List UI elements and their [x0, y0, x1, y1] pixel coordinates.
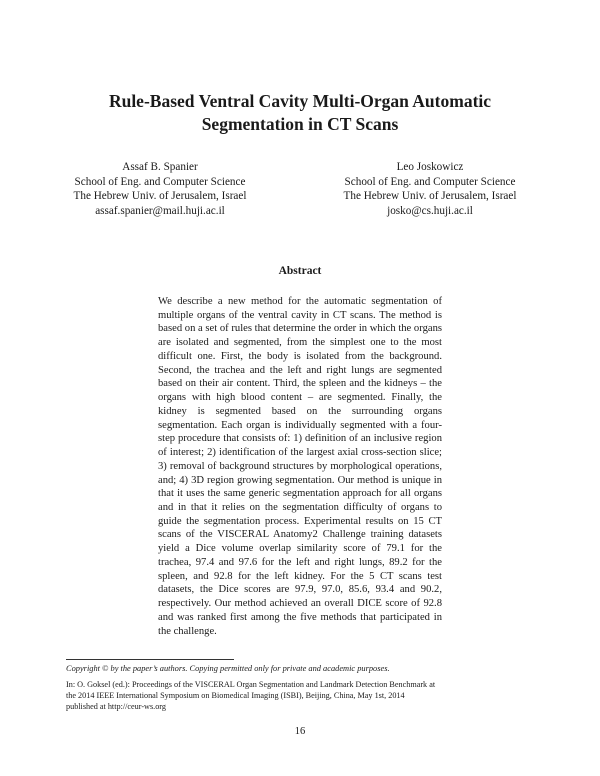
citation-line: published at http://ceur-ws.org: [66, 702, 166, 712]
abstract-heading: Abstract: [278, 265, 322, 277]
copyright-notice: Copyright © by the paper’s authors. Copying permitted only for private and academic purposes.: [66, 664, 390, 673]
title-line-1: Rule-Based Ventral Cavity Multi-Organ Automatic: [108, 91, 492, 111]
title-line-2: Segmentation in CT Scans: [201, 114, 399, 134]
citation-line: the 2014 IEEE International Symposium on Biomedical Imaging (ISBI), Beijing, China, May 1st, 2014: [66, 691, 405, 701]
author-block-2: [290, 160, 570, 218]
author-name: Leo Joskowicz: [396, 161, 464, 173]
citation-line: In: O. Goksel (ed.): Proceedings of the VISCERAL Organ Segmentation and Landmark Detection Benchmark at: [66, 680, 436, 689]
author-block-1: [20, 160, 300, 218]
citation-footnote: [66, 679, 536, 713]
author-university: The Hebrew Univ. of Jerusalem, Israel: [343, 190, 517, 203]
page-number: 16: [294, 726, 306, 737]
footnote-divider: [66, 659, 234, 660]
author-name: Assaf B. Spanier: [122, 161, 198, 173]
abstract-body: We describe a new method for the automatic segmentation of multiple organs of the ventral cavity in CT scans. The method is based on a set of rules that determine the order in which the organs are isolated and segmented, from the simplest one to the most difficult one. First, the body is isolated from the background. Second, the trachea and the left and right lungs are segmented based on their air content. Third, the spleen and the kidneys – the organs with high blood content – are segmented. Finally, the kidney is segmented based on the surrounding organs segmentation. Each organ is individually segmented with a four-step procedure that consists of: 1) definition of an inclusive region of interest; 2) identification of the largest axial cross-section slice; 3) removal of background structures by morphological operations, and; 4) 3D region growing segmentation. Our method is unique in that it uses the same generic segmentation approach for all organs and in that it relies on the segmentation difficulty of organs to guide the segmentation process. Experimental results on 15 CT scans of the VISCERAL Anatomy2 Challenge training datasets yield a Dice volume overlap similarity score of 79.1 for the trachea, 97.4 and 97.6 for the left and right lungs, 89.2 for the spleen, and 92.8 for the left kidney. For the 5 CT scans test datasets, the Dice scores are 97.9, 97.0, 85.6, 93.4 and 90.2, respectively. Our method achieved an overall DICE score of 92.8 and was ranked first among the five methods that participated in the challenge.: [158, 296, 442, 637]
author-department: School of Eng. and Computer Science: [344, 175, 516, 188]
author-department: School of Eng. and Computer Science: [74, 175, 246, 188]
paper-title: [0, 90, 600, 136]
author-email: josko@cs.huji.ac.il: [387, 204, 473, 217]
author-university: The Hebrew Univ. of Jerusalem, Israel: [73, 190, 247, 203]
author-email: assaf.spanier@mail.huji.ac.il: [95, 204, 225, 217]
